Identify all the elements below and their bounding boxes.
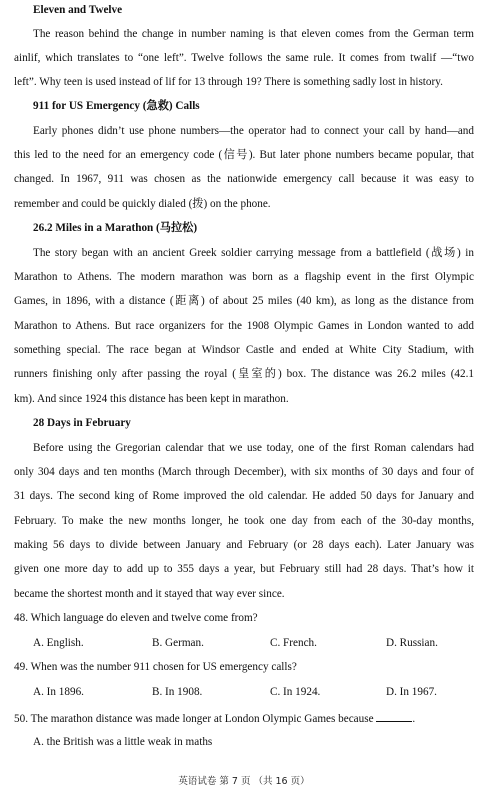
paragraph-line: Games, in 1896, with a distance (距离) of about 25 miles (40 km), as long as the distance from [14,295,474,307]
answer-blank [376,710,412,722]
section-heading-february: 28 Days in February [33,417,131,429]
paragraph-line: km). And since 1924 this distance has been kept in marathon. [14,393,289,405]
section-heading-marathon: 26.2 Miles in a Marathon (马拉松) [33,222,198,234]
section-heading-911: 911 for US Emergency (急救) Calls [33,100,200,112]
paragraph-line: Before using the Gregorian calendar that we use today, one of the first Roman calendars had [33,442,474,454]
paragraph-line: changed. In 1967, 911 was chosen as the nationwide emergency call because it was easy to [14,173,474,185]
question-49-stem: 49. When was the number 911 chosen for US emergency calls? [14,661,297,673]
paragraph-line: The story began with an ancient Greek soldier carrying message from a battlefield (战场) in [33,247,474,259]
question-49-option-c[interactable]: C. In 1924. [270,686,321,698]
question-48-option-a[interactable]: A. English. [33,637,84,649]
paragraph-line: 31 days. The second king of Rome improved the old calendar. He added 50 days for January and [14,490,474,502]
question-49-option-b[interactable]: B. In 1908. [152,686,203,698]
section-heading-eleven-twelve: Eleven and Twelve [33,4,123,16]
question-48-option-d[interactable]: D. Russian. [386,637,438,649]
paragraph-line: given one more day to add up to 355 days a year, but February still had 28 days. That’s how it [14,563,474,575]
paragraph-line: Marathon to Athens. But race organizers for the 1908 Olympic Games in London wanted to add [14,320,474,332]
paragraph-line: The reason behind the change in number naming is that eleven comes from the German term [33,28,474,40]
question-50-stem-end: . [412,713,416,725]
paragraph-line: Marathon to Athens. The modern marathon was born as a flagship event in the first Olympic [14,271,474,283]
question-48-stem: 48. Which language do eleven and twelve come from? [14,612,258,624]
question-48-option-c[interactable]: C. French. [270,637,317,649]
paragraph-line: runners finishing only after passing the royal (皇室的) box. The distance was 26.2 miles (42.1 [14,368,474,380]
paragraph-line: ainlif, which translates to “one left”. Twelve follows the same rule. It comes from twalif —“two [14,52,474,64]
question-50-option-a[interactable]: A. the British was a little weak in maths [33,736,213,748]
paragraph-line: remember and could be quickly dialed (拨) on the phone. [14,198,271,210]
paragraph-line: only 304 days and ten months (March through December), with six months of 30 days and four of [14,466,474,478]
question-49-option-a[interactable]: A. In 1896. [33,686,84,698]
paragraph-line: became the shortest month and it stayed that way ever since. [14,588,285,600]
paragraph-line: this led to the need for an emergency code (信号). But later phone numbers became popular, that [14,149,474,161]
question-50-stem: 50. The marathon distance was made longer at London Olympic Games because [14,713,374,725]
paragraph-line: February. To make the new months longer, he took one day from each of the 30-day months, [14,515,474,527]
paragraph-line: something special. The race began at Windsor Castle and ended at White City Stadium, with [14,344,474,356]
paragraph-line: Early phones didn’t use phone numbers—the operator had to connect your call by hand—and [33,125,474,137]
question-49-option-d[interactable]: D. In 1967. [386,686,437,698]
question-50-stem-line [14,710,474,726]
question-48-option-b[interactable]: B. German. [152,637,204,649]
paragraph-line: left”. Why teen is used instead of lif for 13 through 19? There is something sadly lost in history. [14,76,443,88]
page-footer: 英语试卷 第 7 页 （共 16 页） [178,776,310,787]
paragraph-line: making 56 days to divide between January and February (or 28 days each). Later January was [14,539,474,551]
